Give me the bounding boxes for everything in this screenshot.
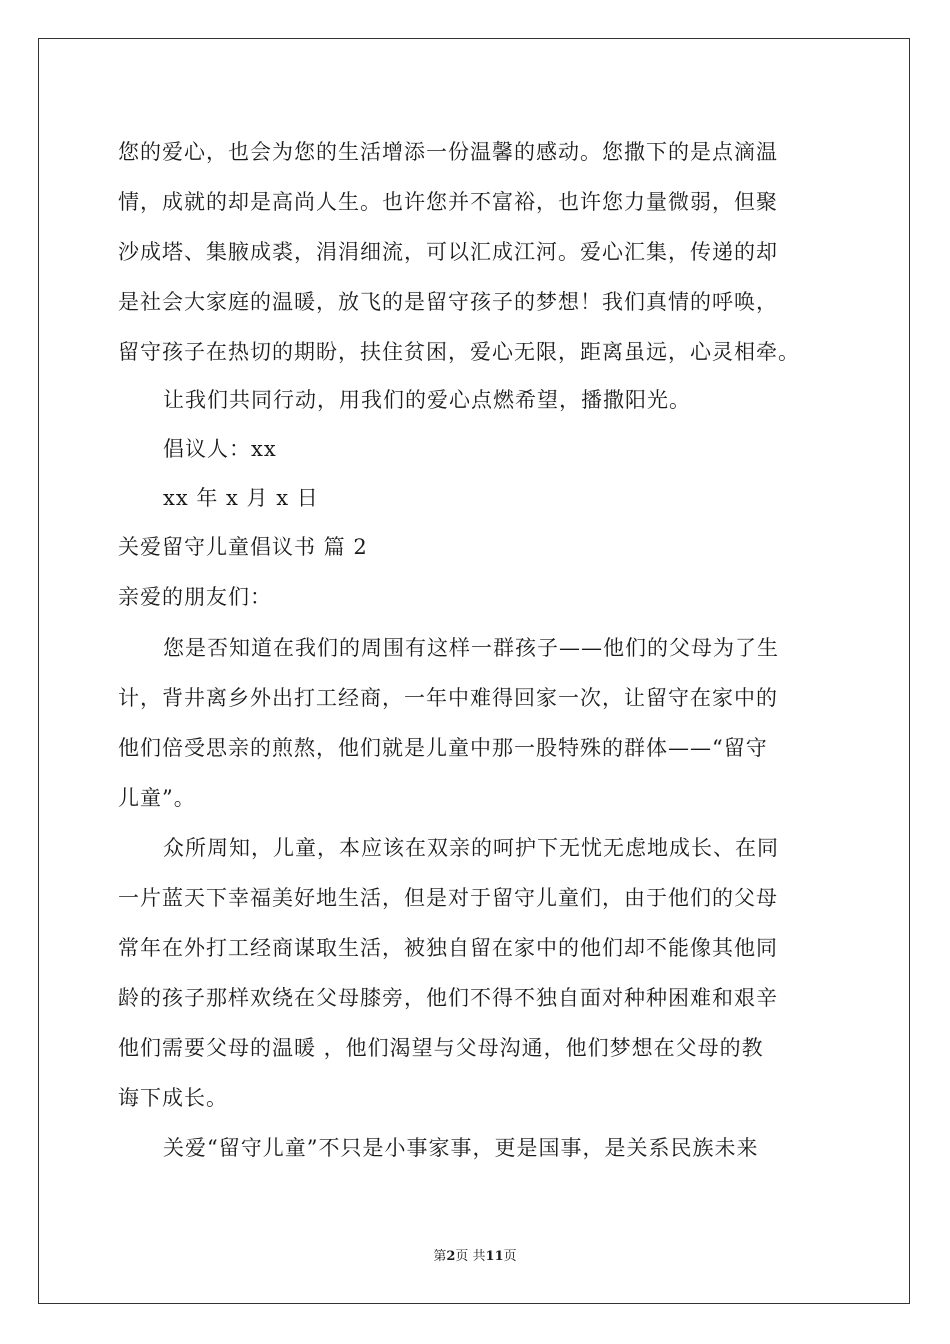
salutation: 亲爱的朋友们： [118, 585, 272, 609]
text-line: 诲下成长。 [118, 1086, 228, 1110]
section-heading: 关爱留守儿童倡议书 篇 2 [118, 535, 368, 559]
text-line: 您的爱心，也会为您的生活增添一份温馨的感动。您撒下的是点滴温 [118, 140, 778, 164]
text-line: 儿童”。 [118, 786, 196, 810]
text-line: 沙成塔、集腋成裘，涓涓细流，可以汇成江河。爱心汇集，传递的却 [118, 240, 778, 264]
text-line: 情，成就的却是高尚人生。也许您并不富裕，也许您力量微弱，但聚 [118, 190, 778, 214]
page-footer [0, 1248, 950, 1266]
text-line: 他们倍受思亲的煎熬，他们就是儿童中那一股特殊的群体——“留守 [118, 736, 768, 760]
text-line: 您是否知道在我们的周围有这样一群孩子——他们的父母为了生 [163, 636, 779, 660]
text-line: 关爱“留守儿童”不只是小事家事，更是国事，是关系民族未来 [163, 1136, 759, 1160]
page-total: 11 [485, 1249, 504, 1264]
text-line: 是社会大家庭的温暖，放飞的是留守孩子的梦想！我们真情的呼唤， [118, 290, 778, 314]
page-prefix: 第 [433, 1249, 447, 1264]
page-suffix: 页 [503, 1249, 517, 1264]
text-line: 常年在外打工经商谋取生活，被独自留在家中的他们却不能像其他同 [118, 936, 778, 960]
text-line: 让我们共同行动，用我们的爱心点燃希望，播撒阳光。 [163, 388, 691, 412]
text-line: 众所周知，儿童，本应该在双亲的呵护下无忧无虑地成长、在同 [163, 836, 779, 860]
page-border [38, 38, 910, 1304]
text-line: 他们需要父母的温暖 ，他们渴望与父母沟通，他们梦想在父母的教 [118, 1036, 764, 1060]
page-current: 2 [446, 1249, 456, 1264]
text-line: 计，背井离乡外出打工经商，一年中难得回家一次，让留守在家中的 [118, 686, 778, 710]
text-line: 龄的孩子那样欢绕在父母膝旁，他们不得不独自面对种种困难和艰辛 [118, 986, 778, 1010]
text-line: 一片蓝天下幸福美好地生活，但是对于留守儿童们，由于他们的父母 [118, 886, 778, 910]
text-line: 留守孩子在热切的期盼，扶住贫困，爱心无限，距离虽远，心灵相牵。 [118, 340, 800, 364]
page-mid: 页 共 [455, 1249, 486, 1264]
signatory-line: 倡议人：xx [163, 437, 277, 461]
date-line: xx 年 x 月 x 日 [163, 486, 319, 510]
